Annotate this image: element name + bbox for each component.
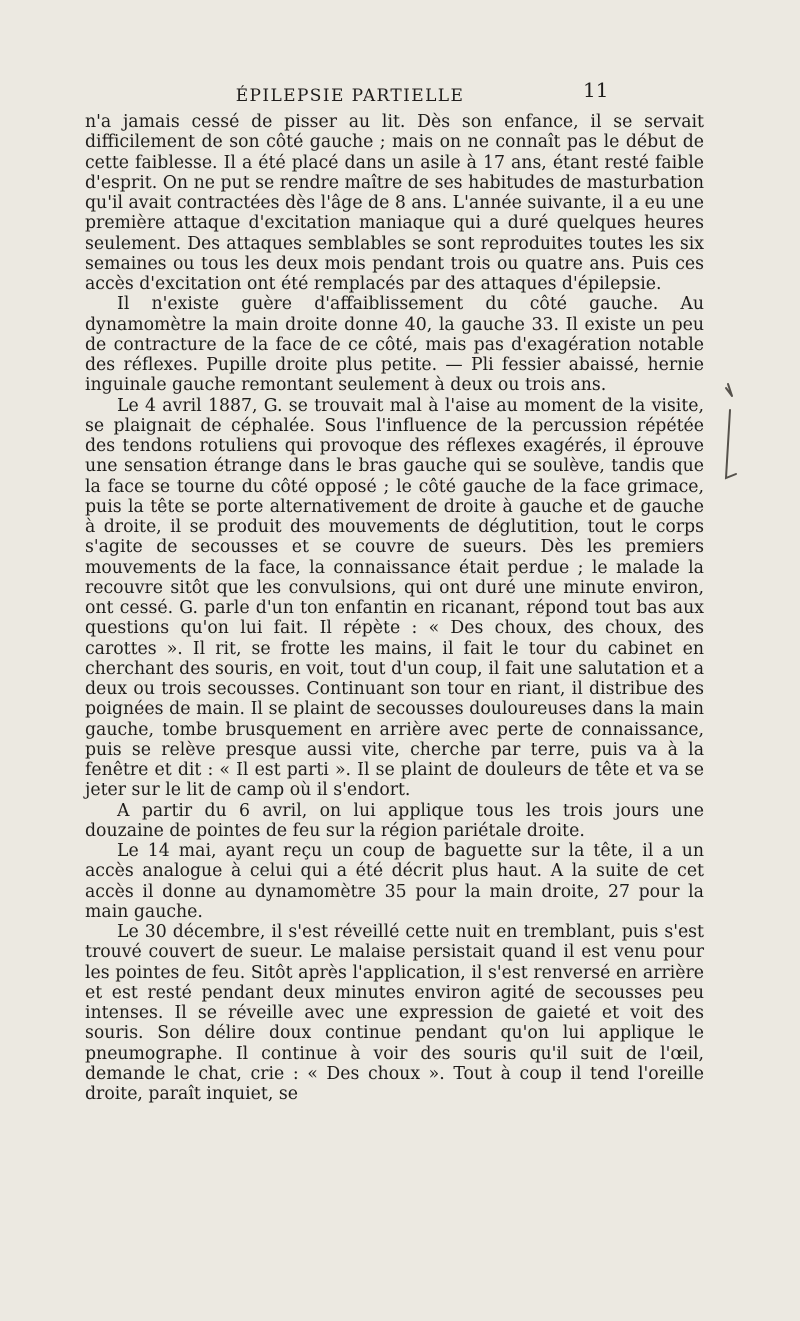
paragraph: Le 4 avril 1887, G. se trouvait mal à l'aise au moment de la visite, se plaignait de céphalée. Sous l'influence de la percussion répétée des tendons rotuliens qui provoque des réflexes exagérés, il éprouve une sensation étrange dans le bras gauche qui se soulève, tandis que la face se tourne du côté opposé ; le côté gauche de la face grimace, puis la tête se porte alternativement de droite à gauche et de gauche à droite, il se produit des mouvements de déglutition, tout le corps s'agite de secousses et se couvre de sueurs. Dès les premiers mouvements de la face, la connaissance était perdue ; le malade la recouvre sitôt que les convulsions, qui ont duré une minute environ, ont cessé. G. parle d'un ton enfantin en ricanant, répond tout bas aux questions qu'on lui fait. Il répète : « Des choux, des choux, des carottes ». Il rit, se frotte les mains, il fait le tour du cabinet en cherchant des souris, en voit, tout d'un coup, il fait une salutation et a deux ou trois secousses. Continuant son tour en riant, il distribue des poignées de main. Il se plaint de secousses douloureuses dans la main gauche, tombe brusquement en arrière avec perte de connaissance, puis se relève presque aussi vite, cherche par terre, puis va à la fenêtre et dit : « Il est parti ». Il se plaint de douleurs de tête et va se jeter sur le lit de camp où il s'endort. [85, 395, 704, 801]
page-number: 11 [583, 78, 609, 102]
running-head [0, 78, 800, 114]
paragraph: Il n'existe guère d'affaiblissement du côté gauche. Au dynamomètre la main droite donne 40, la gauche 33. Il existe un peu de contracture de la face de ce côté, mais pas d'exagération notable des réflexes. Pupille droite plus petite. — Pli fessier abaissé, hernie inguinale gauche remontant seulement à deux ou trois ans. [85, 294, 704, 396]
paragraph: Le 30 décembre, il s'est réveillé cette nuit en tremblant, puis s'est trouvé couvert de sueur. Le malaise persistait quand il est venu pour les pointes de feu. Sitôt après l'application, il s'est renversé en arrière et est resté pendant deux minutes environ agité de secousses peu intenses. Il se réveille avec une expression de gaieté et voit des souris. Son délire doux continue pendant qu'on lui applique le pneumographe. Il continue à voir des souris qu'il suit de l'œil, demande le chat, crie : « Des choux ». Tout à coup il tend l'oreille droite, paraît inquiet, se [85, 922, 704, 1104]
margin-bracket-mark [722, 380, 762, 480]
paragraph-continued: n'a jamais cessé de pisser au lit. Dès son enfance, il se servait difficilement de son côté gauche ; mais on ne connaît pas le début de cette faiblesse. Il a été placé dans un asile à 17 ans, étant resté faible d'esprit. On ne put se rendre maître de ses habitudes de masturbation qu'il avait contractées dès l'âge de 8 ans. L'année suivante, il a eu une première attaque d'excitation maniaque qui a duré quelques heures seulement. Des attaques semblables se sont reproduites toutes les six semaines ou tous les deux mois pendant trois ou quatre ans. Puis ces accès d'excitation ont été remplacés par des attaques d'épilepsie. [85, 112, 704, 294]
body-text [85, 112, 704, 1104]
paragraph: A partir du 6 avril, on lui applique tous les trois jours une douzaine de pointes de feu sur la région pariétale droite. [85, 800, 704, 841]
paragraph: Le 14 mai, ayant reçu un coup de baguette sur la tête, il a un accès analogue à celui qui a été décrit plus haut. A la suite de cet accès il donne au dynamomètre 35 pour la main droite, 27 pour la main gauche. [85, 841, 704, 922]
running-title: ÉPILEPSIE PARTIELLE [235, 86, 465, 106]
